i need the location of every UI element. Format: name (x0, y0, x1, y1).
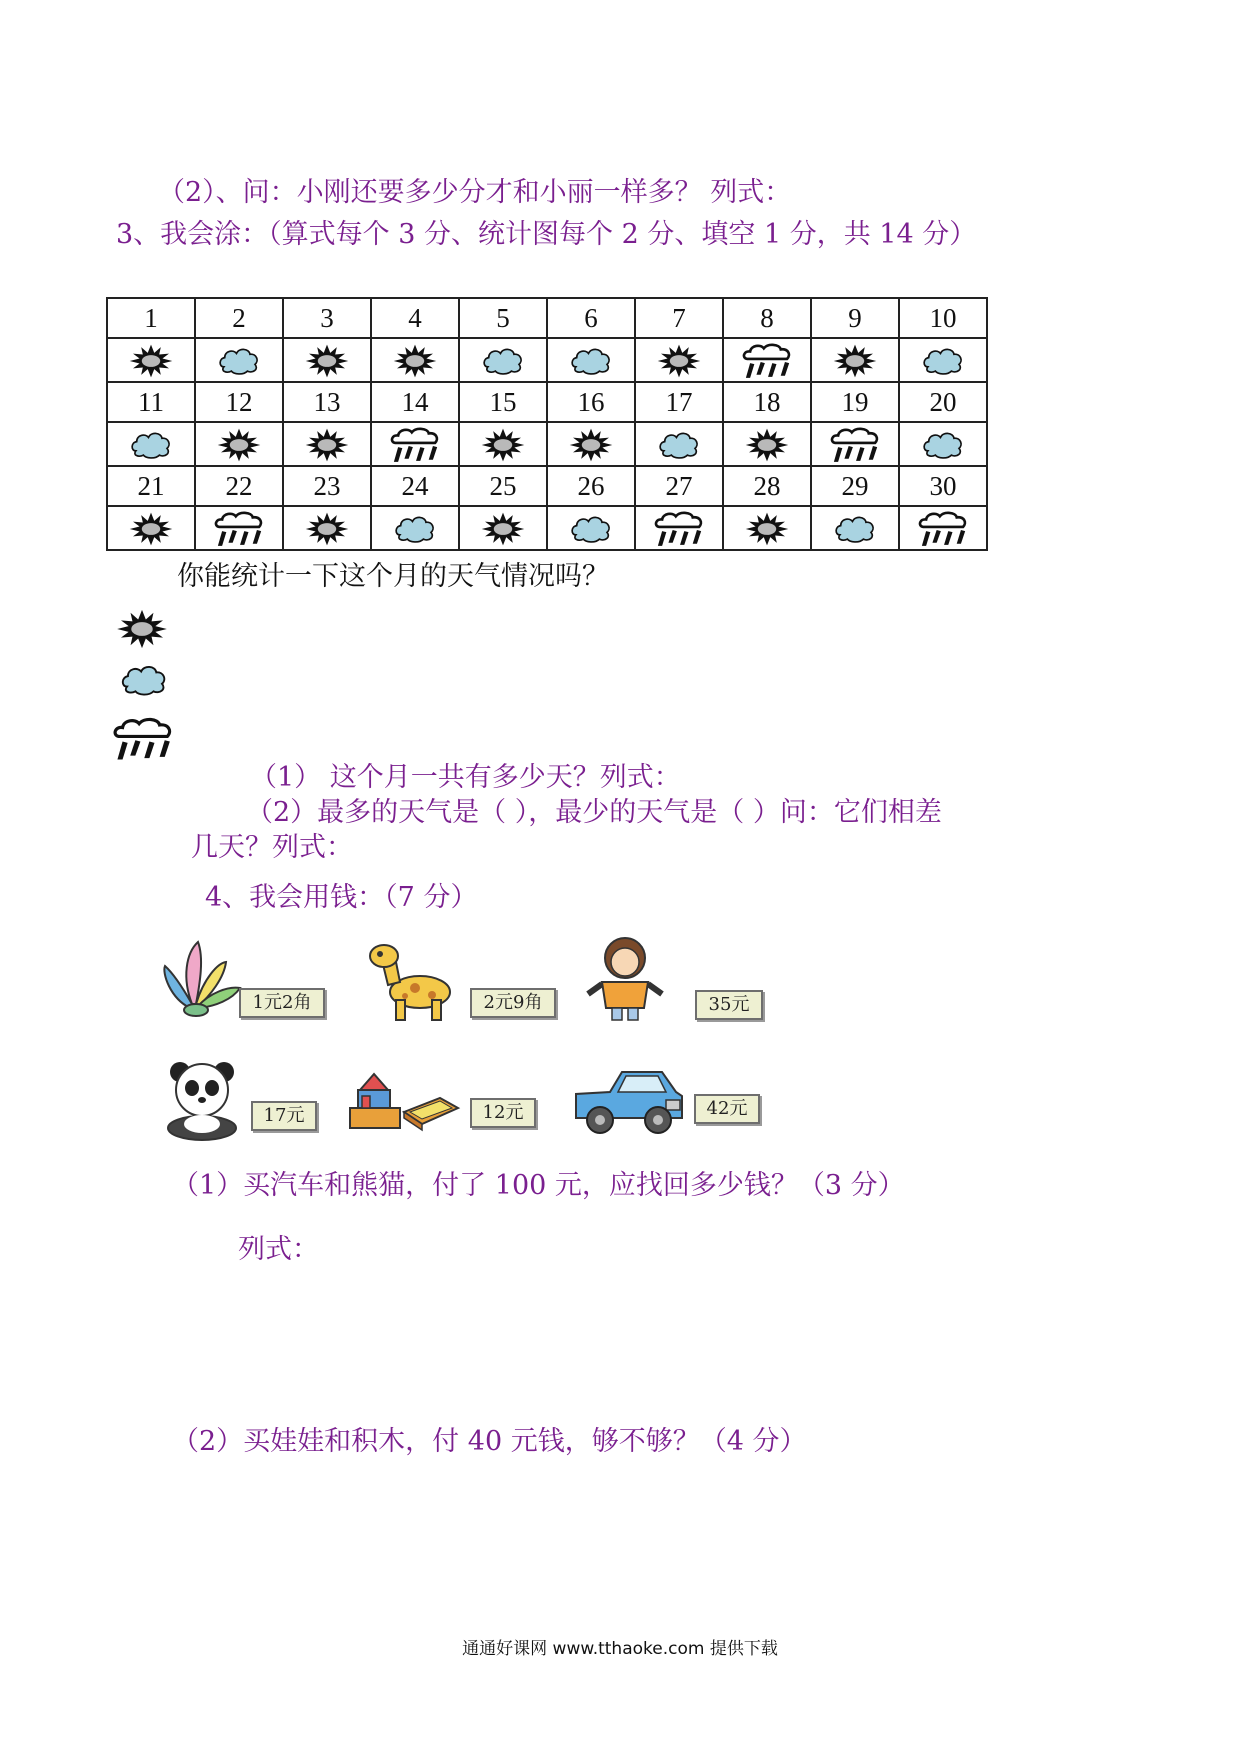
day-weather (723, 422, 811, 466)
rain-icon (916, 510, 970, 548)
weather-table (106, 297, 988, 551)
q2-2-question: （2）、问：小刚还要多少分才和小丽一样多？ 列式： (158, 177, 792, 208)
q3-sub1: （1） 这个月一共有多少天？列式： (250, 762, 681, 793)
doll-price: 35元 (695, 990, 763, 1020)
day-number: 20 (899, 382, 987, 422)
sun-icon (301, 427, 353, 463)
day-weather (899, 506, 987, 550)
cloud-icon (214, 345, 264, 377)
day-number: 30 (899, 466, 987, 506)
day-weather (811, 338, 899, 382)
cloud-icon (918, 345, 968, 377)
day-number: 13 (283, 382, 371, 422)
cloud-icon (830, 513, 880, 545)
sun-icon (301, 343, 353, 379)
day-weather (459, 506, 547, 550)
day-weather (635, 422, 723, 466)
sun-icon (477, 427, 529, 463)
day-number: 27 (635, 466, 723, 506)
sun-icon (125, 511, 177, 547)
q4-sub1: （1）买汽车和熊猫，付了 100 元，应找回多少钱？（3 分） (172, 1170, 905, 1201)
day-weather (811, 506, 899, 550)
panda-toy-icon (162, 1058, 244, 1142)
day-number: 1 (107, 298, 195, 338)
rain-icon (110, 716, 176, 762)
sun-icon (741, 511, 793, 547)
day-number: 23 (283, 466, 371, 506)
cloud-icon (126, 429, 176, 461)
cloud-icon (566, 345, 616, 377)
cloud-icon (918, 429, 968, 461)
day-number: 12 (195, 382, 283, 422)
sun-icon (213, 427, 265, 463)
day-weather (107, 338, 195, 382)
day-number: 8 (723, 298, 811, 338)
day-weather (635, 338, 723, 382)
cloud-icon (478, 345, 528, 377)
q4-sub2: （2）买娃娃和积木，付 40 元钱，够不够？（4 分） (172, 1426, 807, 1457)
cloud-icon (116, 662, 172, 698)
car-price: 42元 (694, 1094, 760, 1124)
day-number: 4 (371, 298, 459, 338)
day-number: 18 (723, 382, 811, 422)
day-weather (283, 338, 371, 382)
day-number: 25 (459, 466, 547, 506)
rain-icon (388, 426, 442, 464)
rain-icon (212, 510, 266, 548)
day-number: 15 (459, 382, 547, 422)
day-weather (371, 506, 459, 550)
day-weather (811, 422, 899, 466)
cloud-icon (390, 513, 440, 545)
day-number: 22 (195, 466, 283, 506)
shuttlecock-price: 1元2角 (239, 988, 325, 1018)
day-weather (899, 338, 987, 382)
q3-sub2-line2: 几天？列式： (191, 832, 353, 863)
day-weather (195, 422, 283, 466)
day-number: 21 (107, 466, 195, 506)
day-weather (195, 338, 283, 382)
day-number: 26 (547, 466, 635, 506)
cloud-icon (654, 429, 704, 461)
day-number: 19 (811, 382, 899, 422)
q4-title: 4、我会用钱：（7 分） (205, 882, 478, 913)
sun-icon (112, 608, 172, 650)
day-number: 11 (107, 382, 195, 422)
shuttlecock-icon (160, 938, 245, 1020)
q3-sub2-line1: （2）最多的天气是（ ），最少的天气是（ ）问：它们相差 (246, 797, 942, 828)
day-weather (547, 338, 635, 382)
q4-sub1-formula: 列式： (238, 1234, 319, 1265)
panda-price: 17元 (251, 1101, 317, 1131)
giraffe-price: 2元9角 (470, 988, 556, 1018)
day-weather (107, 506, 195, 550)
giraffe-toy-icon (360, 940, 460, 1025)
sun-icon (477, 511, 529, 547)
toy-car-icon (570, 1062, 686, 1142)
day-weather (195, 506, 283, 550)
day-weather (547, 506, 635, 550)
day-weather (459, 338, 547, 382)
blocks-price: 12元 (470, 1098, 536, 1128)
day-weather (459, 422, 547, 466)
sun-icon (741, 427, 793, 463)
sun-icon (565, 427, 617, 463)
q3-title: 3、我会涂：（算式每个 3 分、统计图每个 2 分、填空 1 分，共 14 分） (116, 219, 977, 250)
day-number: 9 (811, 298, 899, 338)
day-weather (371, 338, 459, 382)
day-number: 17 (635, 382, 723, 422)
doll-icon (580, 932, 670, 1024)
sun-icon (125, 343, 177, 379)
day-weather (635, 506, 723, 550)
day-number: 28 (723, 466, 811, 506)
sun-icon (829, 343, 881, 379)
day-weather (283, 422, 371, 466)
footer-credit: 通通好课网 www.tthaoke.com 提供下载 (462, 1639, 778, 1659)
day-weather (723, 338, 811, 382)
building-blocks-icon (346, 1068, 462, 1134)
day-number: 14 (371, 382, 459, 422)
cloud-icon (566, 513, 616, 545)
weather-question: 你能统计一下这个月的天气情况吗？ (177, 561, 609, 592)
sun-icon (389, 343, 441, 379)
day-number: 24 (371, 466, 459, 506)
day-weather (899, 422, 987, 466)
day-weather (723, 506, 811, 550)
day-weather (107, 422, 195, 466)
sun-icon (653, 343, 705, 379)
day-number: 2 (195, 298, 283, 338)
day-number: 5 (459, 298, 547, 338)
day-weather (283, 506, 371, 550)
day-number: 10 (899, 298, 987, 338)
day-weather (371, 422, 459, 466)
rain-icon (828, 426, 882, 464)
day-number: 7 (635, 298, 723, 338)
day-number: 29 (811, 466, 899, 506)
day-weather (547, 422, 635, 466)
rain-icon (740, 342, 794, 380)
day-number: 16 (547, 382, 635, 422)
rain-icon (652, 510, 706, 548)
sun-icon (301, 511, 353, 547)
day-number: 3 (283, 298, 371, 338)
day-number: 6 (547, 298, 635, 338)
